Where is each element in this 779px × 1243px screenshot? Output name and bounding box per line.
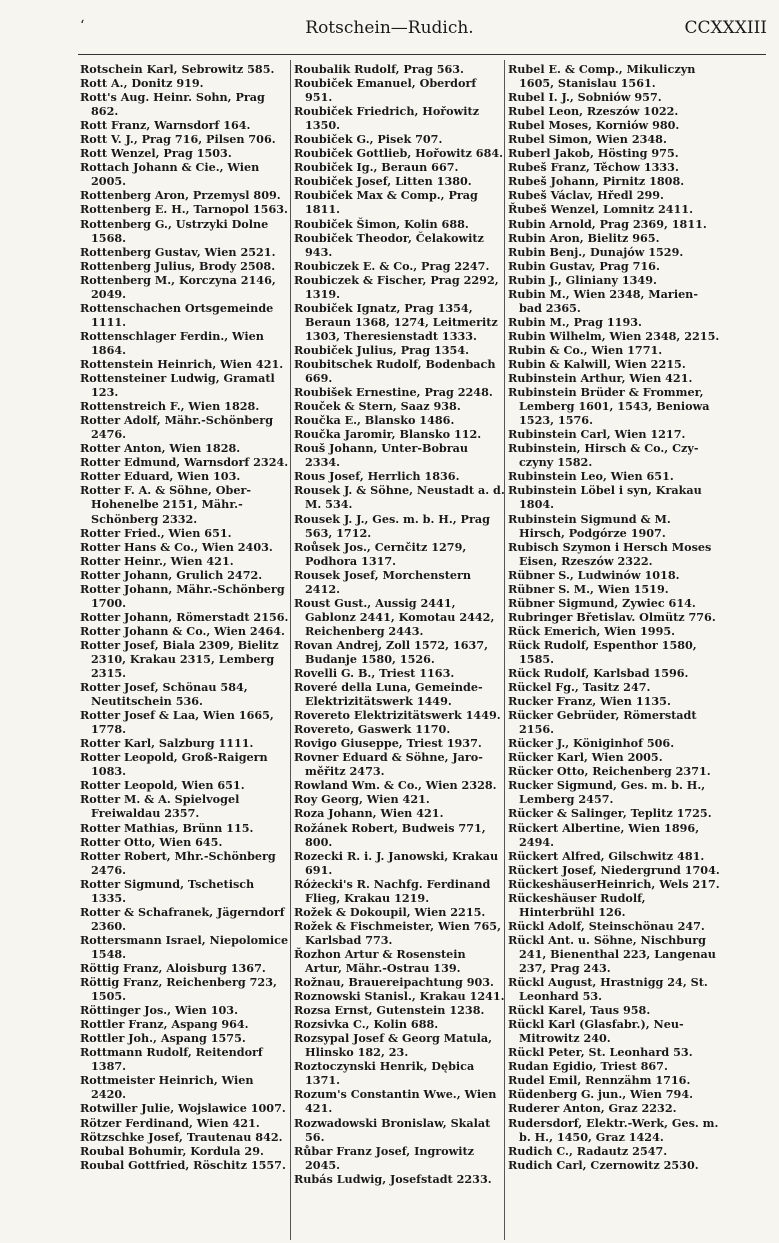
directory-entry: Rotschein Karl, Sebrowitz 585.	[80, 62, 275, 76]
directory-entry: Roubiczek E. & Co., Prag 2247.	[294, 258, 490, 273]
directory-entry: Rück Emerich, Wien 1995.	[508, 623, 676, 638]
directory-entry: Rübner S. M., Wien 1519.	[508, 581, 669, 596]
directory-entry: Roznowski Stanisl., Krakau 1241.	[294, 989, 505, 1004]
directory-entry: Rubinstein Löbel i syn, Krakau 1804.	[508, 483, 702, 512]
directory-entry: Rozsypal Josef & Georg Matula, Hlinsko 182, 23.	[294, 1031, 493, 1060]
directory-entry: Rotter F. A. & Söhne, Ober-Hohenelbe 2151, Mähr.-Schönberg 2332.	[80, 483, 252, 526]
directory-entry: Ruderer Anton, Graz 2232.	[508, 1101, 677, 1116]
directory-entry: Rotter Robert, Mhr.-Schönberg 2476.	[80, 848, 276, 877]
directory-entry: Roubiček Šimon, Kolin 688.	[294, 216, 469, 231]
directory-entry: Rotter Johann, Mähr.-Schönberg 1700.	[80, 581, 285, 610]
directory-entry: Rotter Anton, Wien 1828.	[80, 441, 241, 456]
directory-entry: Rubin Gustav, Prag 716.	[508, 258, 660, 273]
directory-entry: Roučka E., Blansko 1486.	[294, 413, 455, 428]
directory-entry: Rubinstein, Hirsch & Co., Czy-czyny 1582.	[508, 441, 699, 470]
directory-entry: Rotter Josef, Biala 2309, Bielitz 2310, Krakau 2315, Lemberg 2315.	[80, 637, 279, 681]
directory-entry: Roubalik Rudolf, Prag 563.	[294, 62, 464, 76]
directory-entry: Rubinstein Arthur, Wien 421.	[508, 371, 693, 386]
directory-entry: Roubiček Josef, Litten 1380.	[294, 174, 472, 189]
directory-entry: Röttig Franz, Aloisburg 1367.	[80, 961, 266, 975]
directory-entry: Różecki's R. Nachfg. Ferdinand Flieg, Krakau 1219.	[294, 876, 491, 905]
directory-entry: Rozsivka C., Kolin 688.	[294, 1017, 439, 1032]
directory-entry: Rücker Otto, Reichenberg 2371.	[508, 764, 711, 779]
directory-entry: Rudel Emil, Rennzähm 1716.	[508, 1073, 691, 1088]
directory-entry: Roubal Gottfried, Röschitz 1557.	[80, 1157, 286, 1172]
directory-entry: Rotter Hans & Co., Wien 2403.	[80, 539, 273, 554]
directory-entry: Roubiček Friedrich, Hořowitz 1350.	[294, 104, 480, 133]
directory-entry: Rottenberg Aron, Przemysl 809.	[80, 188, 281, 203]
directory-entry: Roubiczek & Fischer, Prag 2292, 1319.	[294, 272, 499, 301]
directory-entry: Rottler Joh., Aspang 1575.	[80, 1031, 246, 1046]
directory-entry: Roztoczynski Henrik, Dębica 1371.	[294, 1059, 475, 1088]
directory-entry: Roubiček Julius, Prag 1354.	[294, 342, 469, 357]
directory-entry: Rückl Ant. u. Söhne, Nischburg 241, Bienenthal 223, Langenau 237, Prag 243.	[508, 932, 716, 975]
directory-entry: Rousek Josef, Morchenstern 2412.	[294, 567, 472, 596]
directory-entry: Rubin M., Prag 1193.	[508, 314, 642, 329]
directory-entry: Roubiček Max & Comp., Prag 1811.	[294, 188, 478, 217]
directory-entry: Rudan Egidio, Triest 867.	[508, 1059, 668, 1074]
directory-entry: Rotter Johann, Römerstadt 2156.	[80, 609, 289, 624]
directory-entry: Roubiček Gottlieb, Hořowitz 684.	[294, 146, 504, 161]
directory-entry: Rouš Johann, Unter-Bobrau 2334.	[294, 441, 469, 470]
directory-entry: Roveré della Luna, Gemeinde-Elektrizitätswerk 1449.	[294, 680, 483, 709]
directory-entry: Rožek & Fischmeister, Wien 765, Karlsbad 773.	[294, 918, 501, 947]
directory-entry: Rotwiller Julie, Wojslawice 1007.	[80, 1101, 286, 1116]
directory-entry: Rückert Albertine, Wien 1896, 2494.	[508, 820, 700, 849]
directory-entry: Rott's Aug. Heinr. Sohn, Prag 862.	[80, 90, 265, 119]
directory-entry: Rousek J. & Söhne, Neustadt a. d. M. 534.	[294, 483, 505, 512]
directory-entry: Roubiček G., Pisek 707.	[294, 132, 443, 147]
directory-entry: Rubin Benj., Dunajów 1529.	[508, 244, 684, 259]
directory-entry: Rottenstein Heinrich, Wien 421.	[80, 356, 284, 371]
directory-entry: Rotter Adolf, Mähr.-Schönberg 2476.	[80, 413, 274, 442]
directory-entry: Rožánek Robert, Budweis 771, 800.	[294, 820, 486, 849]
directory-entry: Rübner Sigmund, Zywiec 614.	[508, 595, 696, 610]
directory-entry: Rubel E. & Comp., Mikuliczyn 1605, Stanislau 1561.	[508, 62, 696, 91]
directory-entry: Rückl Peter, St. Leonhard 53.	[508, 1045, 693, 1060]
directory-entry: Roubiček Theodor, Čelakowitz 943.	[294, 230, 484, 259]
header-rule	[78, 54, 766, 55]
directory-entry: Rovereto, Gaswerk 1170.	[294, 722, 451, 737]
directory-entry: Rötzschke Josef, Trautenau 842.	[80, 1129, 283, 1144]
directory-entry: Roust Gust., Aussig 2441, Gablonz 2441, Komotau 2442, Reichenberg 2443.	[294, 595, 495, 638]
directory-entry: Rubin Arnold, Prag 2369, 1811.	[508, 216, 707, 231]
directory-entry: Rottensteiner Ludwig, Gramatl 123.	[80, 371, 275, 400]
directory-entry: Rubeš Václav, Hředl 299.	[508, 188, 664, 203]
directory-entry: Rubás Ludwig, Josefstadt 2233.	[294, 1171, 492, 1186]
directory-entry: Rüdenberg G. jun., Wien 794.	[508, 1087, 694, 1102]
directory-entry: Rückert Josef, Niedergrund 1704.	[508, 862, 720, 877]
directory-entry: Rubisch Szymon i Hersch Moses Eisen, Rzeszów 2322.	[508, 539, 712, 568]
directory-entry: Rückl Adolf, Steinschönau 247.	[508, 918, 705, 933]
directory-entry: Rottach Johann & Cie., Wien 2005.	[80, 160, 260, 189]
directory-entry: Rottenberg Gustav, Wien 2521.	[80, 244, 276, 259]
directory-entry: Rotter Leopold, Groß-Raigern 1083.	[80, 750, 268, 779]
directory-entry: Roubišek Ernestine, Prag 2248.	[294, 385, 493, 400]
directory-entry: Rottenberg Julius, Brody 2508.	[80, 258, 276, 273]
directory-entry: Rott A., Donitz 919.	[80, 76, 204, 91]
page-header	[0, 8, 779, 44]
directory-entry: Rousek J. J., Ges. m. b. H., Prag 563, 1712.	[294, 511, 490, 540]
directory-entry: Röttinger Jos., Wien 103.	[80, 1003, 238, 1018]
page-title: Rotschein—Rudich.	[305, 18, 474, 38]
directory-entry: Rovan Andrej, Zoll 1572, 1637, Budanje 1580, 1526.	[294, 637, 489, 666]
directory-entry: Rotter Edmund, Warnsdorf 2324.	[80, 455, 289, 470]
directory-entry: Rücker & Salinger, Teplitz 1725.	[508, 806, 712, 821]
directory-entry: Roučka Jaromir, Blansko 112.	[294, 427, 482, 442]
directory-entry: Rücker J., Königinhof 506.	[508, 736, 675, 751]
directory-entry: Rubinstein Leo, Wien 651.	[508, 469, 674, 484]
directory-entry: Rötzer Ferdinand, Wien 421.	[80, 1115, 260, 1130]
directory-entry: Roza Johann, Wien 421.	[294, 806, 444, 821]
directory-entry: Rovigo Giuseppe, Triest 1937.	[294, 736, 482, 751]
directory-entry: Rubel I. J., Sobniów 957.	[508, 90, 662, 105]
directory-entry: Rubeš Johann, Pirnitz 1808.	[508, 174, 685, 189]
directory-entry: Rotter M. & A. Spielvogel Freiwaldau 2357.	[80, 792, 240, 821]
directory-entry: Rott Wenzel, Prag 1503.	[80, 146, 232, 161]
directory-entry: Řozhon Artur & Rosenstein Artur, Mähr.-Ostrau 139.	[294, 946, 466, 975]
directory-entry: Rotter Leopold, Wien 651.	[80, 778, 245, 793]
directory-entry: Rotter Heinr., Wien 421.	[80, 553, 234, 568]
directory-entry: Rubel Moses, Korniów 980.	[508, 118, 680, 133]
directory-entry: Rožek & Dokoupil, Wien 2215.	[294, 904, 486, 919]
directory-entry: RückeshäuserHeinrich, Wels 217.	[508, 876, 720, 891]
directory-entry: Rotter Josef, Schönau 584, Neutitschein 536.	[80, 680, 248, 709]
directory-entry: Rotter Eduard, Wien 103.	[80, 469, 241, 484]
directory-entry: Rozwadowski Bronislaw, Skalat 56.	[294, 1115, 491, 1144]
directory-entry: Rudersdorf, Elektr.-Werk, Ges. m. b. H., 1450, Graz 1424.	[508, 1115, 719, 1144]
directory-entry: Rückl Karl (Glasfabr.), Neu-Mitrowitz 240.	[508, 1017, 684, 1046]
directory-entry: Rubin M., Wien 2348, Marien-bad 2365.	[508, 286, 698, 315]
directory-entry: Rückert Alfred, Gilschwitz 481.	[508, 848, 705, 863]
directory-entry: Röttig Franz, Reichenberg 723, 1505.	[80, 975, 277, 1004]
directory-entry: Rubin & Kalwill, Wien 2215.	[508, 356, 686, 371]
directory-entry: Růbar Franz Josef, Ingrowitz 2045.	[294, 1143, 475, 1172]
directory-entry: Rückeshäuser Rudolf, Hinterbrühl 126.	[508, 890, 646, 919]
directory-entry: Rottenschlager Ferdin., Wien 1864.	[80, 328, 264, 357]
directory-entry: Rozum's Constantin Wwe., Wien 421.	[294, 1087, 497, 1116]
directory-entry: Roubiček Ig., Beraun 667.	[294, 160, 459, 175]
directory-entry: Rückl August, Hrastnigg 24, St. Leonhard 53.	[508, 975, 708, 1004]
directory-entry: Rottenstreich F., Wien 1828.	[80, 399, 260, 414]
directory-entry: Rübner S., Ludwinów 1018.	[508, 567, 680, 582]
directory-entry: Rottersmann Israel, Niepolomice 1548.	[80, 932, 289, 961]
header-mark: ‘	[80, 18, 85, 34]
page-number: CCXXXIII	[684, 18, 767, 38]
directory-entry: Rotter Fried., Wien 651.	[80, 525, 232, 540]
directory-entry: Rottmeister Heinrich, Wien 2420.	[80, 1073, 254, 1102]
directory-entry: Rozsa Ernst, Gutenstein 1238.	[294, 1003, 485, 1018]
directory-entry: Rott V. J., Prag 716, Pilsen 706.	[80, 132, 276, 147]
directory-entry: Rucker Sigmund, Ges. m. b. H., Lemberg 2457.	[508, 778, 706, 807]
directory-entry: Rovner Eduard & Söhne, Jaro-měřitz 2473.	[294, 750, 483, 779]
directory-entry: Rottenberg M., Korczyna 2146, 2049.	[80, 272, 276, 301]
directory-entry: Rotter Johann & Co., Wien 2464.	[80, 623, 285, 638]
directory-entry: Rotter Karl, Salzburg 1111.	[80, 736, 254, 751]
directory-entry: Roůsek Jos., Cernčitz 1279, Podhora 1317.	[294, 539, 467, 568]
directory-entry: Rottenschachen Ortsgemeinde 1111.	[80, 300, 274, 329]
directory-entry: Roy Georg, Wien 421.	[294, 792, 430, 807]
directory-entry: Ruberl Jakob, Hösting 975.	[508, 146, 679, 161]
directory-entry: Rottler Franz, Aspang 964.	[80, 1017, 249, 1032]
directory-entry: Rückel Fg., Tasitz 247.	[508, 680, 651, 695]
directory-entry: Rottenberg G., Ustrzyki Dolne 1568.	[80, 216, 269, 245]
directory-entry: Rudich Carl, Czernowitz 2530.	[508, 1157, 699, 1172]
directory-entry: Rouček & Stern, Saaz 938.	[294, 399, 461, 414]
directory-entry: Roubiček Ignatz, Prag 1354, Beraun 1368, 1274, Leitmeritz 1303, Theresienstadt 1333.	[294, 300, 498, 343]
directory-entry: Rotter Josef & Laa, Wien 1665, 1778.	[80, 708, 274, 737]
directory-entry: Rück Rudolf, Karlsbad 1596.	[508, 666, 689, 681]
directory-entry: Rott Franz, Warnsdorf 164.	[80, 118, 251, 133]
directory-entry: Rubin Aron, Bielitz 965.	[508, 230, 660, 245]
directory-entry: Rück Rudolf, Espenthor 1580, 1585.	[508, 637, 697, 666]
directory-entry: Rotter Sigmund, Tschetisch 1335.	[80, 876, 255, 905]
directory-entry: Rotter Mathias, Brünn 115.	[80, 820, 254, 835]
directory-entry: Řubeš Wenzel, Lomnitz 2411.	[508, 202, 693, 217]
column-2	[294, 62, 506, 1186]
directory-entry: Rous Josef, Herrlich 1836.	[294, 469, 460, 484]
directory-entry: Rubinstein Carl, Wien 1217.	[508, 427, 686, 442]
directory-entry: Rücker Karl, Wien 2005.	[508, 750, 663, 765]
directory-entry: Rottenberg E. H., Tarnopol 1563.	[80, 202, 288, 217]
directory-entry: Rožnau, Brauereipachtung 903.	[294, 975, 494, 990]
directory-entry: Rubinstein Brüder & Frommer, Lemberg 1601, 1543, Beniowa 1523, 1576.	[508, 385, 710, 428]
directory-entry: Rücker Gebrüder, Römerstadt 2156.	[508, 708, 697, 737]
directory-entry: Roubitschek Rudolf, Bodenbach 669.	[294, 356, 496, 386]
directory-entry: Rubel Leon, Rzeszów 1022.	[508, 104, 679, 119]
directory-entry: Rubinstein Sigmund & M. Hirsch, Podgórze 1907.	[508, 511, 671, 540]
directory-entry: Rubin Wilhelm, Wien 2348, 2215.	[508, 328, 720, 343]
directory-entry: Rucker Franz, Wien 1135.	[508, 694, 671, 709]
directory-entry: Rovelli G. B., Triest 1163.	[294, 666, 455, 681]
directory-entry: Rückl Karel, Taus 958.	[508, 1003, 651, 1018]
directory-entry: Rotter & Schafranek, Jägerndorf 2360.	[80, 904, 285, 933]
directory-entry: Rubin & Co., Wien 1771.	[508, 342, 663, 357]
directory-entry: Rozecki R. i. J. Janowski, Krakau 691.	[294, 848, 499, 877]
directory-entry: Roubal Bohumir, Kordula 29.	[80, 1143, 264, 1158]
directory-entry: Rudich C., Radautz 2547.	[508, 1143, 668, 1158]
directory-entry: Rubin J., Gliniany 1349.	[508, 272, 657, 287]
directory-entry: Roubiček Emanuel, Oberdorf 951.	[294, 76, 477, 105]
directory-entry: Rotter Johann, Grulich 2472.	[80, 567, 263, 582]
directory-entry: Rubringer Břetislav. Olmütz 776.	[508, 609, 716, 624]
column-1	[80, 62, 292, 1172]
directory-entry: Rubeš Franz, Těchow 1333.	[508, 160, 679, 175]
directory-entry: Rubel Simon, Wien 2348.	[508, 132, 667, 147]
directory-entry: Rottmann Rudolf, Reitendorf 1387.	[80, 1045, 263, 1074]
directory-entry: Rowland Wm. & Co., Wien 2328.	[294, 778, 497, 793]
directory-entry: Rotter Otto, Wien 645.	[80, 834, 223, 849]
column-3	[508, 62, 720, 1172]
directory-entry: Rovereto Elektrizitätswerk 1449.	[294, 708, 501, 723]
